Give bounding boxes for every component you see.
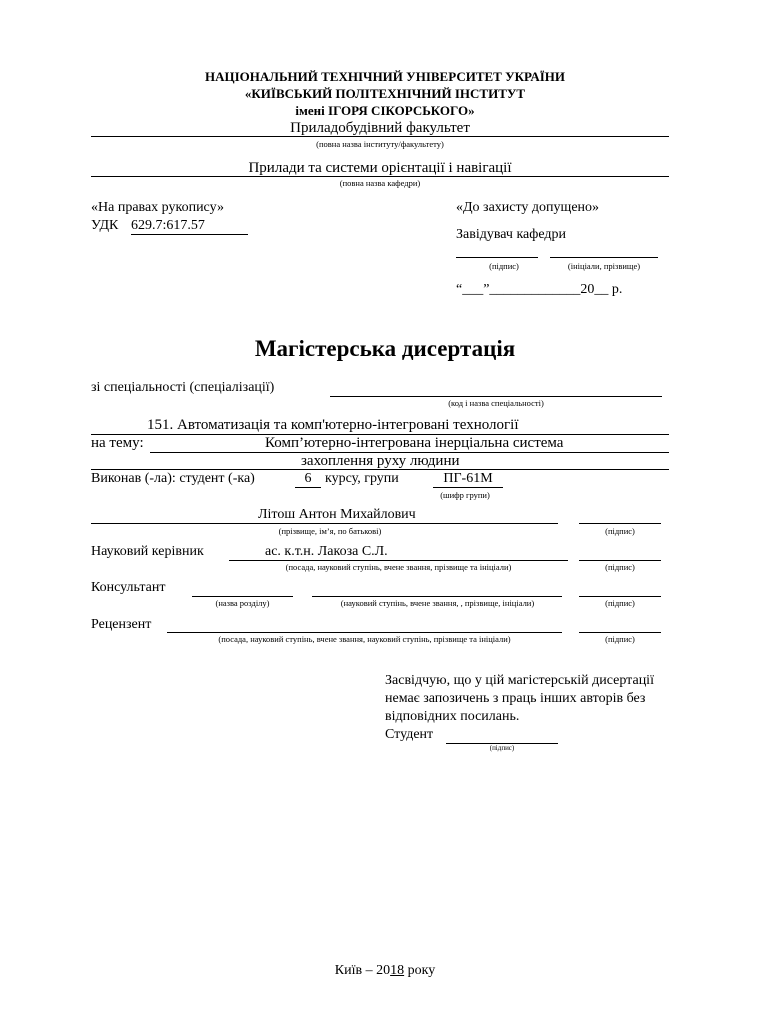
reviewer-signature-caption: (підпис) <box>605 634 635 644</box>
reviewer-label: Рецензент <box>91 617 152 632</box>
faculty-caption: (повна назва інституту/факультету) <box>316 139 444 149</box>
declaration-line1: Засвідчую, що у цій магістерській дисертації <box>385 673 654 688</box>
student-name-underline <box>91 523 558 524</box>
head-signature-line <box>456 257 538 258</box>
specialty-value: 151. Автоматизація та комп'ютерно-інтегровані технології <box>147 417 519 433</box>
city-year-digits: 18 <box>390 963 405 978</box>
admission-date: “___”_____________20__ р. <box>456 282 623 297</box>
department-caption: (повна назва кафедри) <box>339 178 421 188</box>
document-title: Магістерська дисертація <box>254 336 516 361</box>
university-name: НАЦІОНАЛЬНИЙ ТЕХНІЧНИЙ УНІВЕРСИТЕТ УКРАЇНИ <box>204 69 565 84</box>
course-label: курсу, групи <box>325 471 399 486</box>
topic-value-line1: Комп’ютерно-інтегрована інерціальна система <box>265 435 564 451</box>
declaration-signature-caption: (підпис) <box>489 744 515 752</box>
head-signature-caption: (підпис) <box>489 261 519 271</box>
udc-value: 629.7:617.57 <box>131 218 248 235</box>
student-signature-caption: (підпис) <box>605 526 635 536</box>
student-signature-line <box>579 523 661 524</box>
reviewer-signature-line <box>579 632 661 633</box>
specialty-caption: (код і назва спеціальності) <box>448 398 544 408</box>
udc-label: УДК <box>91 218 119 233</box>
topic-label: на тему: <box>91 435 144 451</box>
head-initials-line <box>550 257 658 258</box>
declaration-line3: відповідних посилань. <box>385 709 520 724</box>
admitted-to-defense: «До захисту допущено» <box>456 200 600 215</box>
department-value: Прилади та системи орієнтації і навігації <box>248 160 512 176</box>
faculty-value: Приладобудівний факультет <box>290 120 470 136</box>
supervisor-value: ас. к.т.н. Лакоза С.Л. <box>265 544 388 559</box>
consultant-section-line <box>192 596 293 597</box>
declaration-student-label: Студент <box>385 727 434 742</box>
performer-label: Виконав (-ла): студент (-ка) <box>91 471 255 486</box>
supervisor-signature-line <box>579 560 661 561</box>
supervisor-label: Науковий керівник <box>91 544 204 559</box>
supervisor-signature-caption: (підпис) <box>605 562 635 572</box>
manuscript-rights: «На правах рукопису» <box>91 200 224 215</box>
consultant-label: Консультант <box>91 580 166 595</box>
consultant-caption: (науковий ступінь, вчене звання, , прізвище, ініціали) <box>340 598 535 608</box>
course-value: 6 <box>295 471 321 488</box>
consultant-signature-caption: (підпис) <box>605 598 635 608</box>
head-of-department: Завідувач кафедри <box>456 227 566 242</box>
group-value: ПГ-61М <box>433 471 503 488</box>
city-year <box>0 963 770 979</box>
specialty-label: зі спеціальності (спеціалізації) <box>91 380 275 395</box>
city-year-prefix: Київ – 20 <box>334 963 391 978</box>
consultant-name-line <box>312 596 562 597</box>
student-name: Літош Антон Михайлович <box>258 507 416 522</box>
supervisor-caption: (посада, науковий ступінь, вчене звання, прізвище та ініціали) <box>285 562 512 572</box>
consultant-signature-line <box>579 596 661 597</box>
declaration-line2: немає запозичень з праць інших авторів без <box>385 691 646 706</box>
institute-honorific: імені ІГОРЯ СІКОРСЬКОГО» <box>295 103 475 118</box>
reviewer-caption: (посада, науковий ступінь, вчене звання, науковий ступінь, прізвище та ініціали) <box>218 634 511 644</box>
city-year-suffix: року <box>404 963 436 978</box>
head-initials-caption: (ініціали, прізвище) <box>567 261 641 271</box>
specialty-label-underline <box>330 396 662 397</box>
reviewer-underline <box>167 632 562 633</box>
institute-name: «КИЇВСЬКИЙ ПОЛІТЕХНІЧНИЙ ІНСТИТУТ <box>244 86 526 101</box>
consultant-section-caption: (назва розділу) <box>215 598 270 608</box>
student-name-caption: (прізвище, ім’я, по батькові) <box>278 526 382 536</box>
group-caption: (шифр групи) <box>440 490 490 500</box>
topic-value-line2: захоплення руху людини <box>301 453 460 469</box>
supervisor-underline <box>229 560 568 561</box>
